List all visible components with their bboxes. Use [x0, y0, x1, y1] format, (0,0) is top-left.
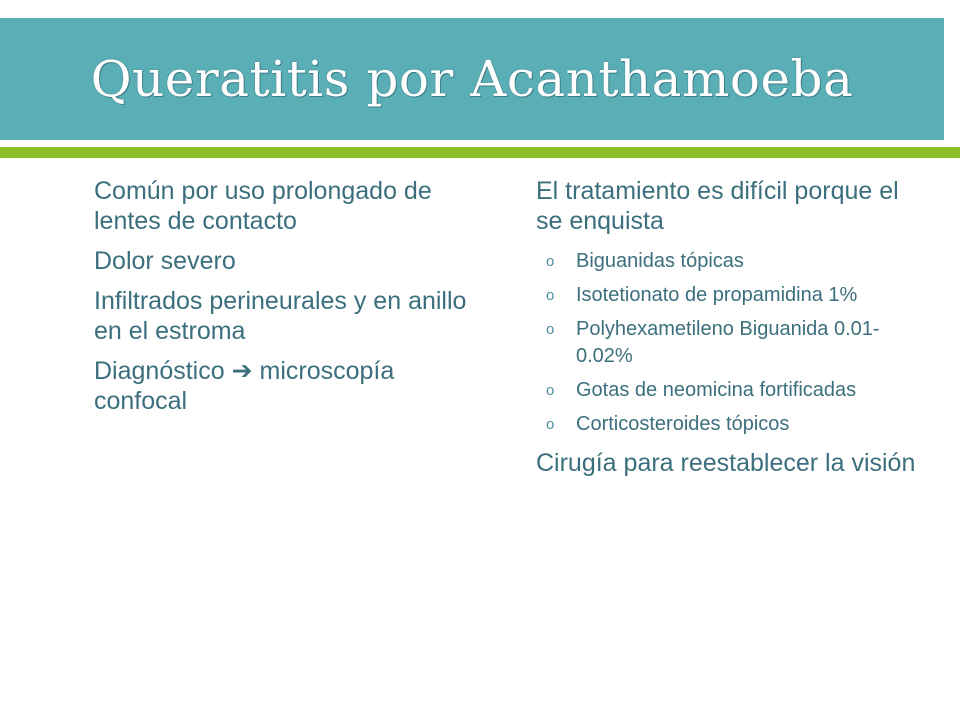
left-column: [58, 176, 468, 426]
circle-bullet-icon: o: [546, 321, 555, 338]
sub-bullet-text: Biguanidas tópicas: [576, 250, 744, 272]
bullet-text: Infiltrados perineurales y en anillo en el estroma: [94, 287, 467, 345]
bullet-item: [58, 246, 468, 276]
bullet-item: [58, 356, 468, 416]
bullet-text: Común por uso prolongado de lentes de contacto: [94, 177, 432, 235]
right-bullet-list: [500, 176, 920, 478]
sub-bullet-item: [536, 316, 920, 370]
sub-bullet-text: Isotetionato de propamidina 1%: [576, 284, 858, 306]
sub-bullet-item: [536, 377, 920, 404]
sub-bullet-text: Polyhexametileno Biguanida 0.01-0.02%: [576, 318, 880, 367]
slide-title: Queratitis por Acanthamoeba: [90, 50, 854, 108]
bullet-text: Dolor severo: [94, 247, 236, 275]
accent-divider: [0, 147, 960, 158]
sub-bullet-item: [536, 282, 920, 309]
circle-bullet-icon: o: [546, 382, 555, 399]
bullet-item: [500, 176, 920, 438]
bullet-item: [58, 176, 468, 236]
sub-bullet-item: [536, 411, 920, 438]
circle-bullet-icon: o: [546, 253, 555, 270]
circle-bullet-icon: o: [546, 416, 555, 433]
bullet-text: El tratamiento es difícil porque el se enquista: [536, 177, 899, 235]
bullet-text: Diagnóstico: [94, 357, 225, 385]
bullet-text-continued: microscopía confocal: [94, 357, 395, 415]
left-bullet-list: [58, 176, 468, 416]
bullet-item: [500, 448, 920, 478]
sub-bullet-text: Gotas de neomicina fortificadas: [576, 379, 857, 401]
bullet-text: Cirugía para reestablecer la visión: [536, 449, 916, 477]
right-column: [500, 176, 920, 488]
sub-bullet-item: [536, 248, 920, 275]
sub-bullet-list: [536, 248, 920, 438]
circle-bullet-icon: o: [546, 287, 555, 304]
sub-bullet-text: Corticosteroides tópicos: [576, 413, 790, 435]
bullet-item: [58, 286, 468, 346]
arrow-right-icon: ➔: [231, 356, 253, 385]
